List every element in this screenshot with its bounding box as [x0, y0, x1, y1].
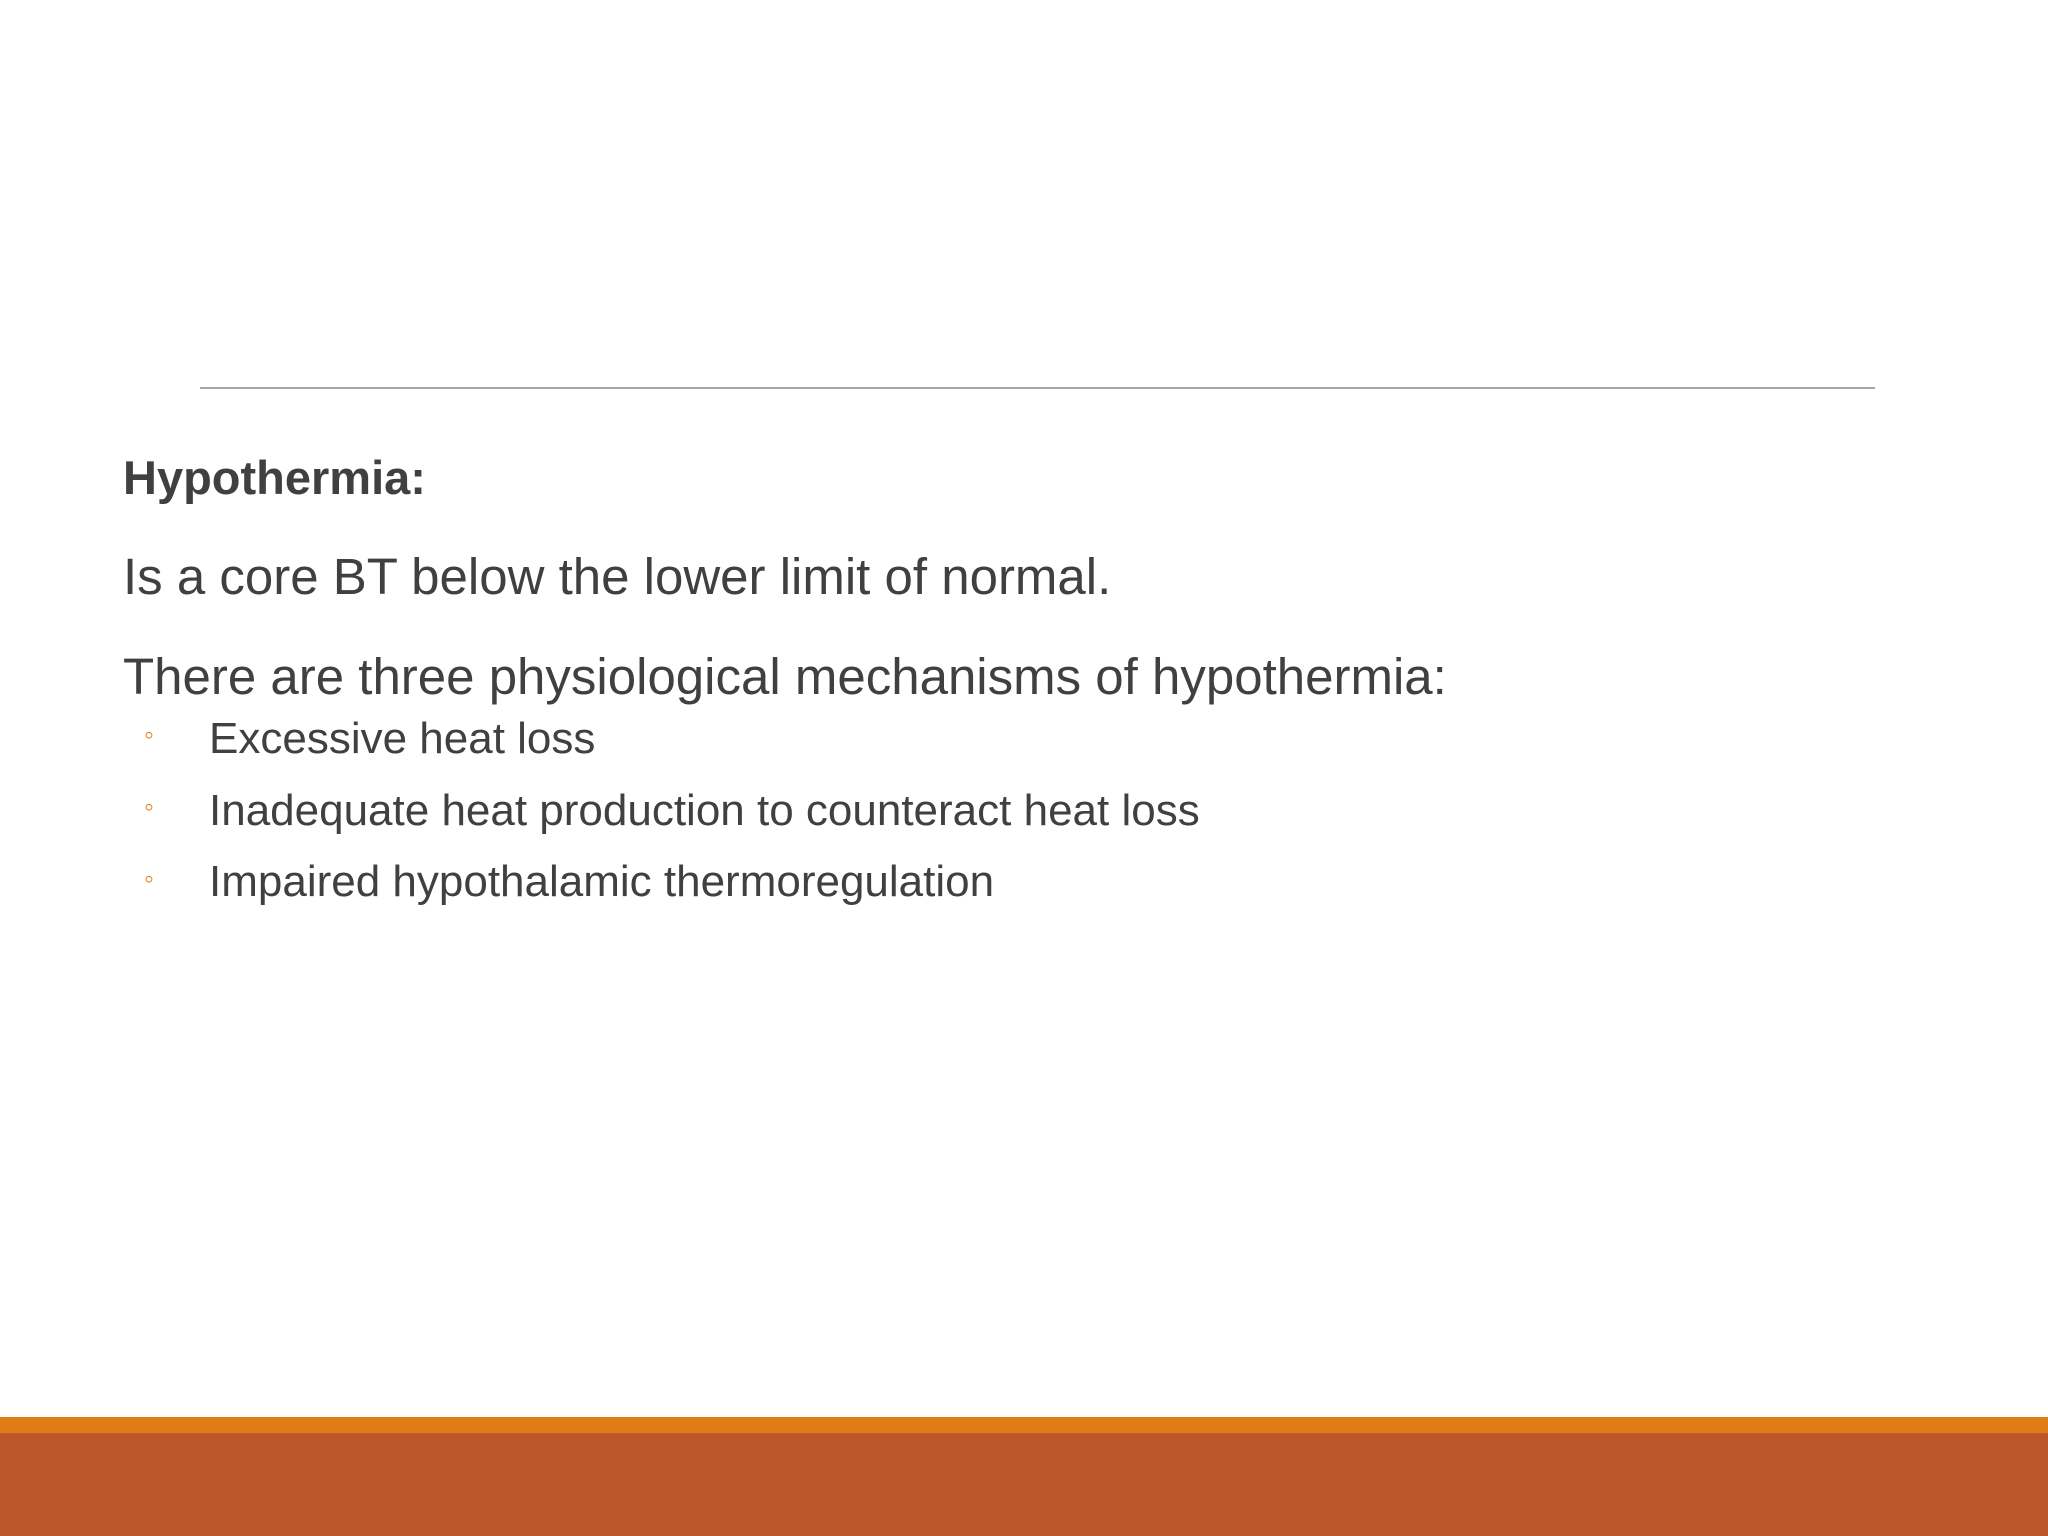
- slide-heading: Hypothermia:: [123, 451, 426, 504]
- mechanisms-list: [123, 713, 1923, 909]
- list-item-text: Impaired hypothalamic thermoregulation: [209, 857, 995, 907]
- definition-paragraph: Is a core BT below the lower limit of normal.: [123, 548, 1112, 606]
- hollow-circle-bullet-icon: ◦: [144, 862, 154, 894]
- list-item: [144, 713, 1923, 766]
- footer-accent-stripe: [0, 1417, 2048, 1433]
- list-item: [144, 856, 1923, 909]
- hollow-circle-bullet-icon: ◦: [144, 719, 154, 751]
- hollow-circle-bullet-icon: ◦: [144, 791, 154, 823]
- list-item-text: Excessive heat loss: [209, 713, 596, 763]
- mechanisms-intro-paragraph: There are three physiological mechanisms of hypothermia:: [123, 647, 1447, 705]
- list-item: [144, 785, 1923, 838]
- footer-band: [0, 1433, 2048, 1536]
- list-item-text: Inadequate heat production to counteract heat loss: [209, 785, 1200, 835]
- title-divider: [200, 387, 1875, 389]
- slide-content: [123, 450, 1923, 928]
